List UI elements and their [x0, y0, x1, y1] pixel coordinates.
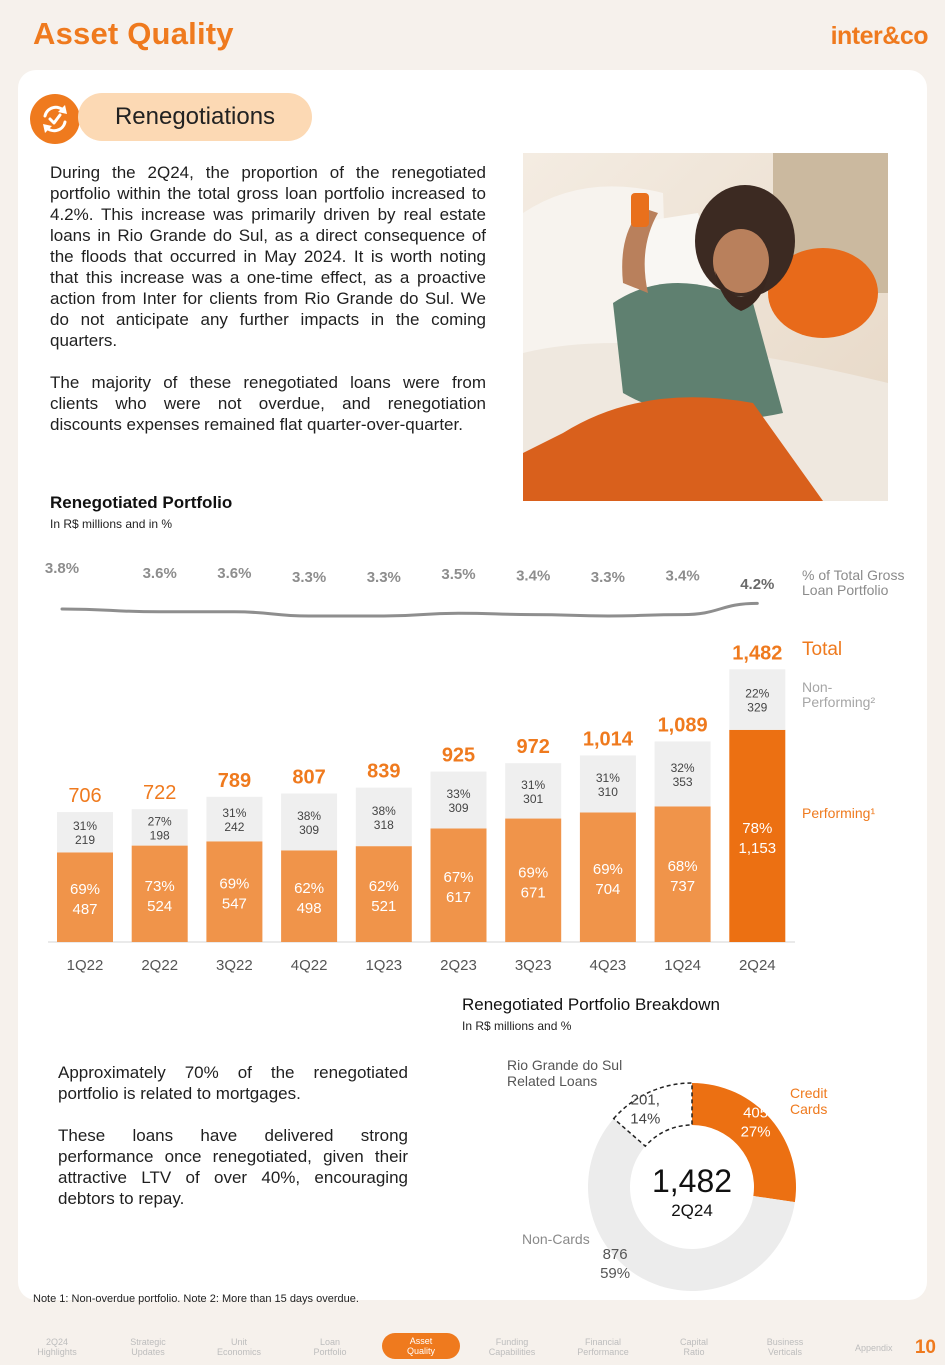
line-point-label: 3.3%	[366, 569, 401, 586]
performing-value-label: 704	[595, 881, 621, 899]
non-performing-value-label: 309	[448, 801, 469, 816]
ltv-paragraph: These loans have delivered strong performance once renegotiated, given their attractive LTV of over 40%, encouraging debtors to repay.	[58, 1126, 408, 1208]
nav-item-business-verticals[interactable]: Business Verticals	[766, 1337, 804, 1357]
non-performing-share-label: 33%	[446, 787, 471, 802]
slice-value-label: 201,	[630, 1091, 660, 1109]
slice-value-label: 876	[602, 1245, 628, 1263]
x-tick-label: 2Q23	[440, 957, 477, 974]
nav-item-unit-economics[interactable]: Unit Economics	[216, 1337, 261, 1357]
non-performing-value-label: 219	[74, 833, 96, 848]
performing-value-label: 1,153	[738, 839, 777, 857]
x-tick-label: 4Q22	[290, 957, 328, 974]
non-performing-value-label: 310	[597, 784, 618, 799]
x-tick-label: 4Q23	[589, 957, 627, 974]
total-label: 1,014	[582, 728, 633, 751]
non-performing-value-label: 198	[149, 828, 170, 843]
performing-value-label: 547	[221, 895, 247, 913]
performing-value-label: 617	[445, 889, 472, 907]
line-point-label: 3.6%	[217, 564, 252, 582]
non-performing-share-label: 31%	[222, 806, 247, 821]
non-performing-share-label: 31%	[595, 770, 620, 785]
non-performing-share-label: 31%	[72, 819, 98, 834]
renegotiated-portfolio-chart	[0, 560, 945, 980]
non-performing-share-label: 22%	[745, 686, 770, 701]
breakdown-title: Renegotiated Portfolio Breakdown	[462, 995, 720, 1014]
slice-pct-label: 14%	[630, 1110, 661, 1128]
line-point-label: 3.4%	[665, 567, 700, 585]
slice-name-non-cards: Non-Cards	[522, 1231, 590, 1247]
non-performing-share-label: 32%	[670, 760, 695, 775]
donut-center-value: 1,482	[651, 1163, 733, 1199]
x-tick-label: 1Q22	[66, 957, 104, 974]
donut-center-label: 2Q24	[671, 1201, 713, 1220]
total-label: 789	[217, 769, 252, 792]
performing-share-label: 68%	[667, 858, 698, 876]
performing-value-label: 737	[670, 878, 696, 896]
total-label: 972	[516, 736, 550, 759]
breakdown-subtitle: In R$ millions and %	[462, 1019, 572, 1033]
performing-share-label: 69%	[69, 881, 101, 899]
performing-share-label: 78%	[742, 819, 773, 837]
x-tick-label: 3Q23	[514, 957, 552, 974]
slice-pct-label: 27%	[740, 1123, 771, 1141]
inter-co-logo[interactable]: inter&co	[830, 22, 928, 50]
page-number: 10	[914, 1337, 936, 1358]
total-label: 706	[68, 785, 102, 808]
total-label: 807	[292, 766, 326, 789]
total-label: 1,089	[657, 714, 708, 737]
slice-name-credit-cards: Credit Cards	[790, 1085, 828, 1117]
x-tick-label: 2Q24	[738, 957, 776, 974]
performing-value-label: 521	[371, 898, 397, 916]
performing-share-label: 62%	[368, 878, 399, 896]
slice-value-label: 405	[743, 1104, 769, 1122]
man-with-phone-photo	[523, 153, 888, 501]
non-performing-value-label: 309	[299, 822, 320, 837]
total-label: 839	[367, 760, 401, 783]
nav-item-capital-ratio[interactable]: Capital Ratio	[679, 1337, 708, 1357]
x-tick-label: 1Q24	[664, 957, 701, 974]
page-title: Asset Quality	[33, 16, 234, 51]
non-performing-share-label: 38%	[371, 803, 396, 818]
performing-share-label: 73%	[144, 877, 175, 895]
nav-item-strategic-updates[interactable]: Strategic Updates	[130, 1337, 166, 1357]
legend-non-performing: Non-Performing²	[802, 679, 876, 710]
legend-performing: Performing¹	[802, 805, 876, 821]
line-point-label: 3.3%	[590, 569, 626, 586]
breakdown-donut-chart	[490, 1040, 828, 1290]
total-label: 722	[143, 782, 177, 805]
nav-item-asset-quality[interactable]: Asset Quality	[382, 1333, 460, 1359]
legend-line-label: % of Total Gross Loan Portfolio	[802, 567, 905, 598]
performing-share-label: 69%	[518, 864, 549, 882]
x-tick-label: 3Q22	[216, 957, 253, 974]
x-tick-label: 1Q23	[365, 957, 403, 974]
non-performing-value-label: 353	[672, 774, 693, 789]
non-performing-share-label: 27%	[147, 814, 172, 829]
non-performing-value-label: 242	[224, 820, 245, 835]
line-point-label: 3.8%	[44, 560, 80, 577]
line-point-label: 3.4%	[516, 567, 551, 585]
nav-item-loan-portfolio[interactable]: Loan Portfolio	[313, 1337, 347, 1357]
non-performing-share-label: 31%	[521, 777, 546, 792]
overdue-paragraph: The majority of these renegotiated loans were from clients who were not overdue, and renegotiation discounts expenses remained flat quarter-over-quarter.	[50, 373, 486, 434]
total-label: 925	[441, 744, 476, 767]
line-point-label: 3.3%	[291, 569, 327, 586]
performing-share-label: 67%	[443, 869, 474, 887]
section-title: Renegotiations	[78, 93, 312, 141]
chart-title: Renegotiated Portfolio	[50, 493, 233, 512]
nav-item-financial-performance[interactable]: Financial Performance	[577, 1337, 629, 1357]
performing-value-label: 524	[147, 897, 173, 915]
non-performing-value-label: 318	[373, 817, 394, 832]
mortgage-paragraph: Approximately 70% of the renegotiated portfolio is related to mortgages.	[58, 1063, 408, 1103]
nav-item-2q24-highlights[interactable]: 2Q24 Highlights	[37, 1337, 77, 1357]
chart-subtitle: In R$ millions and in %	[50, 517, 173, 531]
performing-share-label: 69%	[592, 861, 623, 879]
intro-paragraph: During the 2Q24, the proportion of the renegotiated portfolio within the total gross loan portfolio increased to 4.2%. This increase was primarily driven by real estate loans in Rio Grande do Sul, as a direct consequence of the floods that occurred in May 2024. It is worth noting that this increase was a one-time effect, as a proactive action from Inter for clients from Rio Grande do Sul. We do not anticipate any further impacts in the coming quarters.	[50, 163, 486, 350]
non-performing-value-label: 301	[523, 791, 544, 806]
legend-total: Total	[802, 639, 843, 660]
performing-share-label: 69%	[219, 875, 250, 893]
total-label: 1,482	[732, 642, 783, 665]
slice-name-rio-grande-do-sul: Rio Grande do Sul Related Loans	[507, 1057, 623, 1089]
performing-value-label: 487	[72, 901, 98, 919]
nav-appendix[interactable]: Appendix	[855, 1343, 893, 1353]
non-performing-share-label: 38%	[297, 808, 322, 823]
line-point-label: 3.5%	[441, 566, 476, 584]
line-point-label: 4.2%	[740, 576, 775, 593]
nav-item-funding-capabilities[interactable]: Funding Capabilities	[488, 1337, 536, 1357]
performing-value-label: 498	[296, 900, 322, 918]
x-tick-label: 2Q22	[141, 957, 179, 974]
refresh-icon	[30, 94, 80, 144]
line-series-pct-gross-portfolio	[62, 603, 757, 616]
non-performing-value-label: 329	[747, 700, 768, 715]
footnote: Note 1: Non-overdue portfolio. Note 2: More than 15 days overdue.	[33, 1293, 359, 1305]
slice-pct-label: 59%	[600, 1264, 631, 1282]
performing-share-label: 62%	[294, 880, 325, 898]
performing-value-label: 671	[520, 884, 546, 902]
line-point-label: 3.6%	[142, 564, 177, 582]
